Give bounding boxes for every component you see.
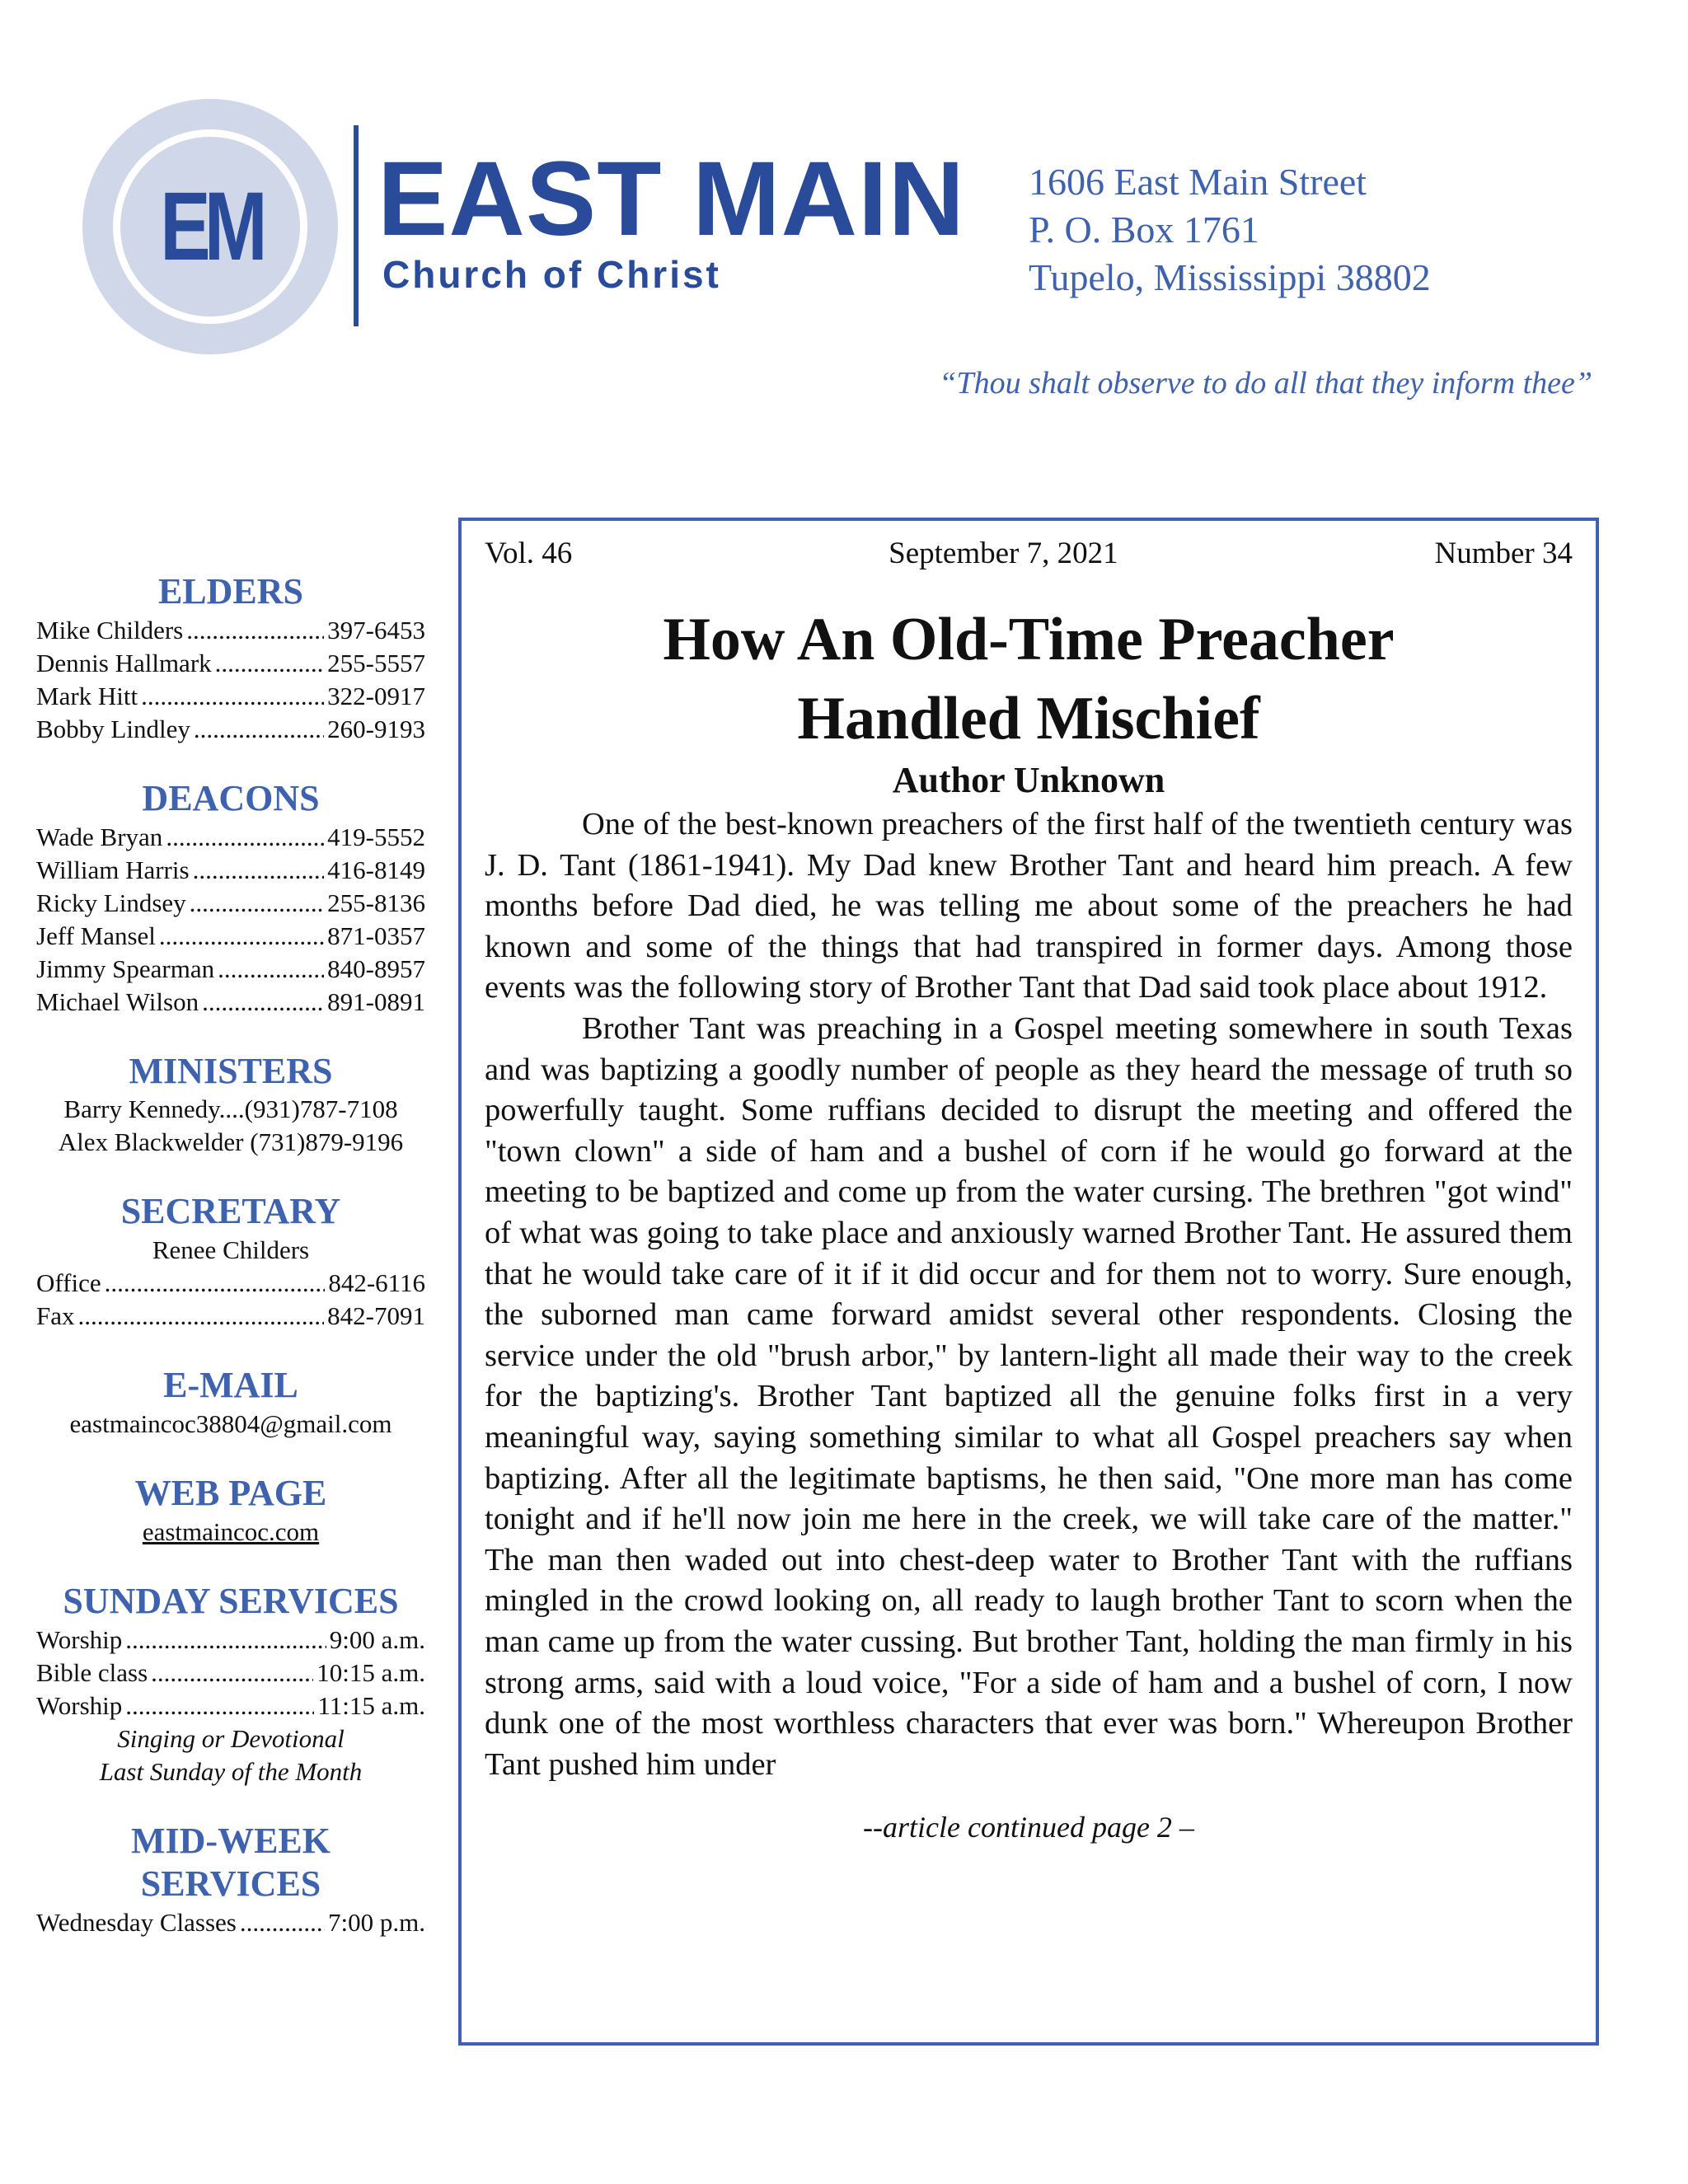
logo-letters: EM <box>159 172 261 281</box>
service-row <box>36 1624 425 1657</box>
elder-row <box>36 680 425 713</box>
church-logo <box>82 99 338 354</box>
deacons-heading: DEACONS <box>142 777 320 818</box>
deacon-name: Ricky Lindsey <box>36 888 186 917</box>
deacon-name: Jimmy Spearman <box>36 954 215 983</box>
fax-label: Fax <box>36 1301 75 1331</box>
elder-phone: 397-6453 <box>327 615 425 644</box>
sidebar <box>36 570 425 1939</box>
office-row <box>36 1267 425 1300</box>
elder-name: Dennis Hallmark <box>36 648 212 677</box>
issue-meta <box>485 534 1573 574</box>
fax-row <box>36 1300 425 1333</box>
paragraph: Brother Tant was preaching in a Gospel meeting somewhere in south Texas and was baptizing a goodly number of people as they heard the message of truth so powerfully taught. Some ruffians decided to disrupt the meeting and offered the "town clown" a side of ham and a bushel of corn if he would go forward at the meeting to be baptized and come up from the water cursing. The brethren "got wind" of what was going to take place and anxiously warned Brother Tant. He assured them that he would take care of it if it did occur and for them not to worry. Sure enough, the suborned man came forward amidst several other respondents. Closing the service under the old "brush arbor," by lantern-light all made their way to the creek for the baptizing's. Brother Tant baptized all the genuine folks first in a very meaningful way, saying something similar to what all Gospel preachers say when baptizing. After all the legitimate baptisms, he then said, "One more man has come tonight and if he'll now join me here in the creek, we will take care of the matter." The man then waded out into chest-deep water to Brother Tant with the ruffians mingled in the crowd looking on, all ready to laugh brother Tant to scorn when the man came up from the water cussing. But brother Tant, holding the man firmly in his strong arms, said with a loud voice, "For a side of ham and a bushel of corn, I now dunk one of the most worthless characters that ever was born." Whereupon Brother Tant pushed him under <box>485 1011 1573 1782</box>
paragraph: One of the best-known preachers of the first half of the twentieth century was J. D. Tant (1861-1941). My Dad knew Brother Tant and heard him preach. A few months before Dad died, he was telling me about some of the preachers he had known and some of the things that had transpired in former days. Among those events was the following story of Brother Tant that Dad said took place about 1912. <box>485 807 1573 1005</box>
issue-number: Number 34 <box>1434 537 1573 570</box>
deacon-name: Michael Wilson <box>36 987 199 1016</box>
deacon-name: Jeff Mansel <box>36 921 156 950</box>
service-note: Last Sunday of the Month <box>99 1756 363 1786</box>
deacon-row <box>36 920 425 953</box>
email-heading: E-MAIL <box>163 1365 298 1406</box>
elder-row <box>36 647 425 680</box>
volume: Vol. 46 <box>485 537 573 570</box>
service-label: Bible class <box>36 1657 148 1687</box>
midweek-time: 7:00 p.m. <box>328 1908 425 1938</box>
deacon-phone: 840-8957 <box>327 954 425 983</box>
motto: “Thou shalt observe to do all that they inform thee” <box>939 366 1592 401</box>
sunday-services-heading: SUNDAY SERVICES <box>63 1580 399 1621</box>
deacon-phone: 416-8149 <box>327 855 425 884</box>
elder-name: Bobby Lindley <box>36 714 190 743</box>
elder-name: Mike Childers <box>36 615 184 644</box>
issue-date: September 7, 2021 <box>889 537 1118 570</box>
deacon-row <box>36 887 425 920</box>
office-phone: 842-6116 <box>328 1268 425 1298</box>
church-name: EAST MAIN <box>377 140 965 258</box>
masthead <box>0 0 1688 462</box>
service-label: Worship <box>36 1690 123 1720</box>
ministers-heading: MINISTERS <box>129 1050 333 1091</box>
deacon-phone: 891-0891 <box>327 987 425 1016</box>
midweek-label: Wednesday Classes <box>36 1908 237 1938</box>
minister-line: Barry Kennedy....(931)787-7108 <box>63 1094 398 1124</box>
deacon-row <box>36 854 425 887</box>
deacon-row <box>36 821 425 854</box>
elder-row <box>36 713 425 746</box>
elders-heading: ELDERS <box>157 571 304 612</box>
deacon-row <box>36 986 425 1019</box>
address-line: Tupelo, Mississippi 38802 <box>1029 256 1431 298</box>
midweek-heading: MID-WEEK <box>131 1820 331 1861</box>
web-heading: WEB PAGE <box>134 1472 327 1513</box>
deacon-name: William Harris <box>36 855 190 884</box>
midweek-heading: SERVICES <box>140 1863 321 1905</box>
elder-name: Mark Hitt <box>36 681 138 710</box>
elders-list <box>36 614 425 746</box>
office-label: Office <box>36 1268 101 1298</box>
service-time: 10:15 a.m. <box>316 1657 425 1687</box>
article-author: Author Unknown <box>892 760 1165 801</box>
service-note: Singing or Devotional <box>117 1723 345 1753</box>
elder-phone: 255-5557 <box>327 648 425 677</box>
article-box <box>458 518 1599 2046</box>
deacons-list <box>36 821 425 1019</box>
service-label: Worship <box>36 1624 123 1654</box>
article-title <box>485 600 1573 758</box>
deacon-phone: 419-5552 <box>327 822 425 851</box>
service-row <box>36 1657 425 1690</box>
continued-note: --article continued page 2 – <box>863 1811 1194 1844</box>
title-line: Handled Mischief <box>797 685 1260 753</box>
address-line: 1606 East Main Street <box>1029 161 1367 203</box>
deacon-name: Wade Bryan <box>36 822 163 851</box>
deacon-phone: 871-0357 <box>327 921 425 950</box>
midweek-row <box>36 1906 425 1939</box>
deacon-phone: 255-8136 <box>327 888 425 917</box>
fax-number: 842-7091 <box>327 1301 425 1331</box>
web-link[interactable]: eastmaincoc.com <box>142 1516 320 1546</box>
logo-divider <box>354 125 359 326</box>
service-row <box>36 1690 425 1722</box>
logo-ring <box>113 129 307 324</box>
secretary-name: Renee Childers <box>152 1235 310 1265</box>
email-address[interactable]: eastmaincoc38804@gmail.com <box>69 1408 392 1438</box>
service-time: 11:15 a.m. <box>317 1690 425 1720</box>
elder-phone: 260-9193 <box>327 714 425 743</box>
service-time: 9:00 a.m. <box>329 1624 425 1654</box>
minister-line: Alex Blackwelder (731)879-9196 <box>58 1127 404 1157</box>
address-line: P. O. Box 1761 <box>1029 209 1259 251</box>
church-address <box>1029 158 1431 302</box>
elder-row <box>36 614 425 647</box>
elder-phone: 322-0917 <box>327 681 425 710</box>
secretary-heading: SECRETARY <box>120 1191 341 1232</box>
article-body <box>485 804 1573 1785</box>
church-subtitle: Church of Christ <box>382 253 721 296</box>
deacon-row <box>36 953 425 986</box>
title-line: How An Old-Time Preacher <box>663 606 1395 674</box>
